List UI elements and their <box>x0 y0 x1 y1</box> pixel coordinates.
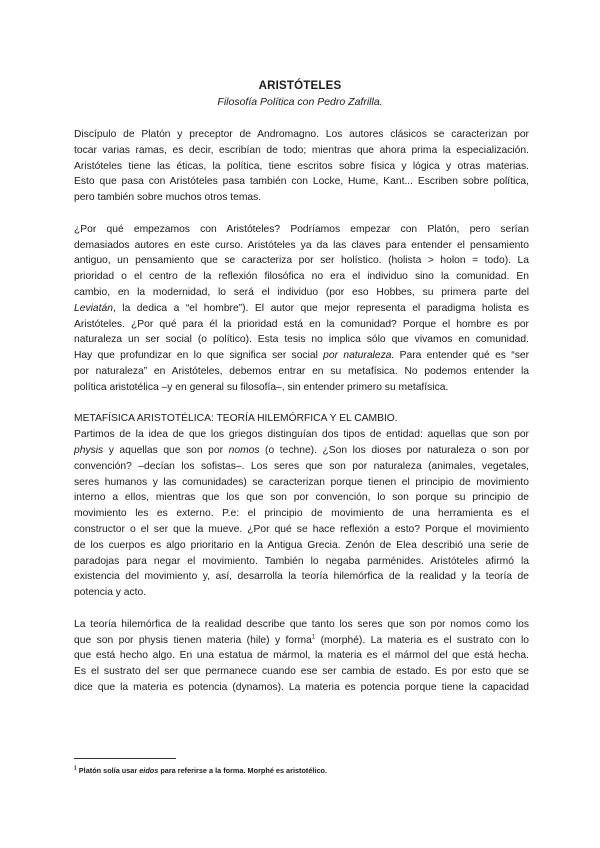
text-line: política aristotélica –y en general su filosofía–, sin entender primero su metafísica. <box>74 381 449 393</box>
text-line: constructor o el ser que la mueve. ¿Por qué se hace reflexión a esto? Porque el movimiento <box>74 523 529 535</box>
text-line: ¿Por qué empezamos con Aristóteles? Podríamos empezar con Platón, pero serían <box>74 223 529 235</box>
italic-term: nomos <box>228 444 260 456</box>
text-line: interno a ellos, mientras que los que son por convención, lo son porque su principio de <box>74 492 529 504</box>
text-line: prioridad o el centro de la reflexión filosófica no era el individuo sino la comunidad. En <box>74 271 529 283</box>
text-segment: Para entender qué es “ser <box>394 350 529 362</box>
text-line <box>74 443 529 459</box>
paragraph-intro <box>74 127 529 206</box>
document-subtitle: Filosofía Política con Pedro Zafrilla. <box>217 96 383 108</box>
text-segment: (morphé). La materia es el sustrato con lo <box>315 634 529 646</box>
text-line <box>74 633 529 649</box>
text-line: Discípulo de Platón y preceptor de Andromagno. Los autores clásicos se caracterizan por <box>74 129 529 140</box>
text-line: Aristóteles. ¿Por qué para él la prioridad está en la comunidad? Porque el hombre es por <box>74 318 529 330</box>
section-metaphysics <box>74 411 529 601</box>
text-line: demasiados autores en este curso. Aristóteles ya da las claves para entender el pensamiento <box>74 239 529 251</box>
text-line <box>74 348 529 364</box>
text-line <box>74 301 529 317</box>
text-line: Aristóteles tiene las éticas, la política, tiene escritos sobre física y lógica y otras materias. <box>74 160 529 172</box>
paragraph-why-aristotle <box>74 222 529 396</box>
text-line: cambio, en la modernidad, lo será el individuo (por eso Hobbes, su primera parte del <box>74 286 529 298</box>
document-body <box>74 127 529 696</box>
text-line: Esto que pasa con Aristóteles pasa también con Locke, Hume, Kant... Escriben sobre política, <box>74 176 529 188</box>
italic-term: por naturaleza. <box>323 350 395 362</box>
footnote-text: Platón solía usar <box>76 766 140 775</box>
text-line: paradojas para negar el movimiento. También lo negaba parménides. Aristóteles afirmó la <box>74 555 529 567</box>
text-line: de los cuerpos es algo prioritario en la Antigua Grecia. Zenón de Elea describió una serie de <box>74 539 529 551</box>
text-segment: , la dedica a “el hombre”). El autor que mejor representa el paradigma holista es <box>112 302 529 314</box>
text-line: potencia y acto. <box>74 587 147 599</box>
section-heading: METAFÍSICA ARISTOTÉLICA: TEORÍA HILEMÓRFICA Y EL CAMBIO. <box>74 413 398 425</box>
footnote <box>74 766 327 775</box>
italic-term: eidos <box>139 766 159 775</box>
paragraph-hylomorphism <box>74 617 529 696</box>
text-line: movimiento les es externo. P.e: el principio de movimiento de una herramienta es el <box>74 508 529 520</box>
text-line: Partimos de la idea de que los griegos distinguían dos tipos de entidad: aquellas que son por <box>74 429 529 441</box>
text-line: que está hecho algo. En una estatua de mármol, la materia es el mármol del que está hecha. <box>74 650 529 662</box>
text-line: existencia del movimiento y, así, desarrolla la teoría hilemórfica de la realidad y la teoría de <box>74 571 529 583</box>
footnote-text: para referirse a la forma. Morphé es aristotélico. <box>158 766 328 775</box>
italic-term: Leviatán <box>74 302 113 314</box>
text-line: convención? –decían los sofistas–. Los seres que son por naturaleza (animales, vegetales, <box>74 460 529 472</box>
text-line: antiguo, un pensamiento que se caracteriza por ser holístico. (holista > holon = todo). La <box>74 255 529 267</box>
footnote-separator <box>74 758 176 759</box>
text-line: dice que la materia es potencia (dynamos). La materia es potencia porque tiene la capacidad <box>74 681 529 693</box>
text-line: La teoría hilemórfica de la realidad describe que tanto los seres que son por nomos como los <box>74 618 529 630</box>
footnote-mark: 1 <box>74 765 77 772</box>
text-line: por naturaleza” en Aristóteles, debemos entrar en su metafísica. No podemos entender la <box>74 365 529 377</box>
text-segment: que son por physis tienen materia (hile) y forma <box>74 634 312 646</box>
text-segment: Hay que profundizar en lo que significa ser social <box>74 350 324 362</box>
text-line: seres humanos y las comunidades) se caracterizan porque tienen el principio de movimiento <box>74 476 529 488</box>
text-line: Es el sustrato del ser que permanece cuando ese ser cambia de estado. Es por esto que se <box>74 666 529 678</box>
text-segment: y aquellas que son por <box>103 444 229 456</box>
text-segment: (o techne). ¿Son los dioses por naturaleza o son por <box>259 444 529 456</box>
document-title: ARISTÓTELES <box>258 80 342 92</box>
italic-term: physis <box>74 444 104 456</box>
text-line: naturaleza un ser social (o político). Esta tesis no implica sólo que vivamos en comunidad. <box>74 334 529 346</box>
footnote-reference[interactable]: 1 <box>311 634 316 641</box>
text-line: tocar varias ramas, es decir, escribían de todo; mientras que ahora prima la especialización. <box>74 144 529 156</box>
text-line: pero también sobre muchos otros temas. <box>74 192 262 204</box>
